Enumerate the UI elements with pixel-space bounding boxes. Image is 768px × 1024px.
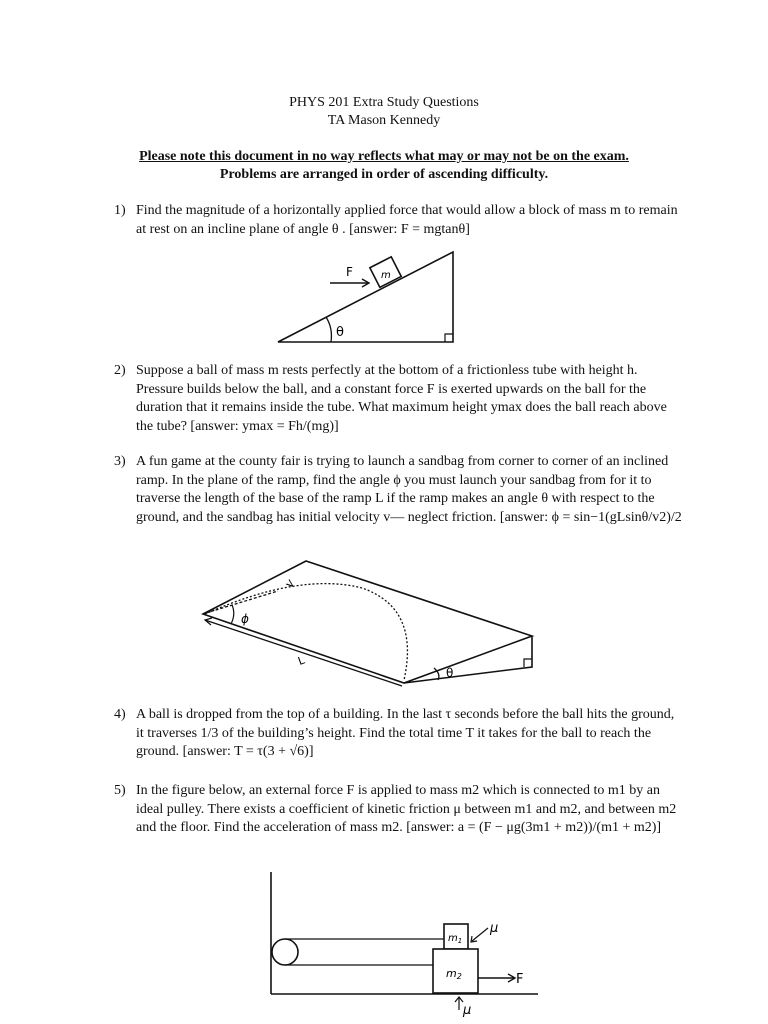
document-title: PHYS 201 Extra Study Questions: [289, 95, 479, 110]
problem-2-text: Suppose a ball of mass m rests perfectly at the bottom of a frictionless tube with height h. Pressure builds below the ball, and a constant force F is exerted upwards on the ball for the duration that it remains inside the tube. What maximum height ymax does the ball reach above the tube? [answer: ymax = Fh/(mg)]: [136, 363, 667, 435]
force-label: F: [516, 972, 524, 987]
launch-angle-label: ϕ: [241, 612, 249, 626]
document-author: TA Mason Kennedy: [327, 113, 441, 128]
mass-2-label: m2: [446, 967, 462, 981]
disclaimer-text: Please note this document in no way reflects what may or may not be on the exam.: [139, 149, 629, 164]
velocity-label: v: [281, 576, 298, 590]
problem-3-number: 3): [114, 454, 126, 469]
mu-label-top: μ: [490, 921, 499, 936]
mu-label-bottom: μ: [463, 1003, 472, 1018]
problem-5-number: 5): [114, 783, 126, 798]
problem-3-text: A fun game at the county fair is trying to launch a sandbag from corner to corner of an inclined ramp. In the plane of the ramp, find the angle ϕ you must launch your sandbag from for it to traverse the length of the base of the ramp L if the ramp makes an angle θ with respect to the ground, and the sandbag has initial velocity v— neglect friction. [answer: ϕ = sin−1(gLsinθ/v2)/2: [136, 454, 682, 526]
problem-2-number: 2): [114, 363, 126, 378]
pulley-wheel: [272, 939, 298, 965]
mass-1-label: $m_1$: [448, 933, 463, 945]
problem-1-number: 1): [114, 203, 126, 218]
difficulty-note: Problems are arranged in order of ascending difficulty.: [219, 167, 549, 182]
problem-4-text: A ball is dropped from the top of a building. In the last τ seconds before the ball hits the ground, it traverses 1/3 of the building’s height. Find the total time T it takes for the ball to reach the ground. [answer: T = τ(3 + √6)]: [136, 707, 675, 760]
problem-4-number: 4): [114, 707, 126, 722]
ramp-angle-label: θ: [446, 666, 454, 680]
force-label: F: [346, 265, 353, 279]
problem-1-text: Find the magnitude of a horizontally applied force that would allow a block of mass m to remain at rest on an incline plane of angle θ . [answer: F = mgtanθ]: [136, 203, 678, 237]
block-label: m: [381, 270, 391, 281]
angle-label: θ: [336, 325, 344, 340]
mu-pointer-top: [472, 928, 488, 941]
problem-5-text: In the figure below, an external force F is applied to mass m2 which is connected to m1 by an ideal pulley. There exists a coefficient of kinetic friction μ between m1 and m2, and between m2 and the floor. Find the acceleration of mass m2. [answer: a = (F − μg(3m1 + m2))/(m1 + m2)]: [136, 783, 677, 836]
length-label: L: [296, 653, 307, 668]
